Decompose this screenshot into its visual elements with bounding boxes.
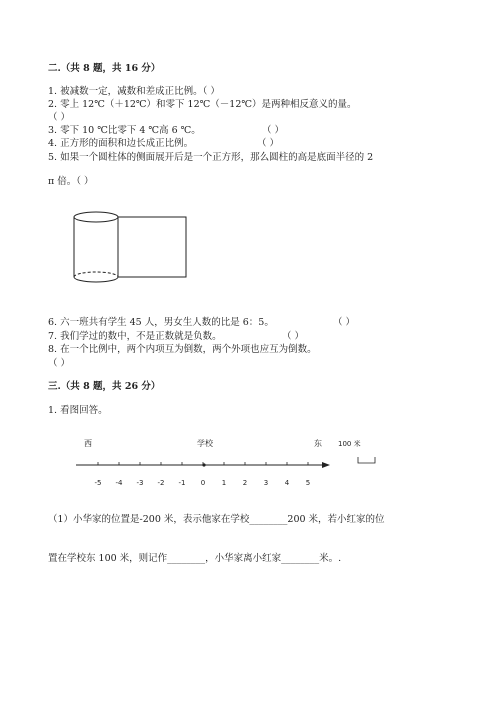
number-line-tick-label: -1 bbox=[178, 479, 186, 487]
cylinder-bottom-front bbox=[74, 277, 118, 282]
number-line-tick-label: -5 bbox=[94, 479, 102, 487]
number-line-tick-label: 0 bbox=[200, 479, 206, 487]
subquestion-1-line-1: （1）小华家的位置是-200 米，表示他家在学校________200 米，若小红家的位 bbox=[48, 514, 385, 525]
section-3-question-1: 1. 看图回答。 bbox=[48, 405, 108, 416]
west-label: 西 bbox=[84, 439, 92, 448]
question-2-line-2: （ ） bbox=[48, 112, 71, 123]
cylinder-unfold-figure bbox=[70, 205, 195, 295]
question-3: 3. 零下 10 ℃比零下 4 ℃高 6 ℃。 bbox=[48, 125, 201, 136]
number-line-tick-label: 2 bbox=[242, 479, 248, 487]
east-label: 东 bbox=[314, 439, 322, 448]
number-line-tick-label: 4 bbox=[284, 479, 290, 487]
lateral-surface-square bbox=[118, 217, 186, 277]
number-line-tick-label: 1 bbox=[221, 479, 227, 487]
number-line-arrow bbox=[322, 462, 330, 468]
question-1: 1. 被减数一定，减数和差成正比例。（ ） bbox=[48, 86, 220, 97]
question-7-paren: （ ） bbox=[282, 331, 305, 342]
section-2-heading: 二.（共 8 题，共 16 分） bbox=[48, 63, 161, 74]
section-3-heading: 三.（共 8 题，共 26 分） bbox=[48, 381, 161, 392]
question-5-line-2: π 倍。（ ） bbox=[48, 176, 94, 187]
cylinder-bottom-back-dashed bbox=[74, 272, 118, 277]
question-6: 6. 六一班共有学生 45 人，男女生人数的比是 6：5。 bbox=[48, 317, 274, 328]
number-line-tick-label: 5 bbox=[305, 479, 311, 487]
number-line-tick-label: 3 bbox=[263, 479, 269, 487]
scale-bar bbox=[358, 457, 375, 463]
cylinder-top-ellipse bbox=[74, 212, 118, 222]
question-8-line-2: （ ） bbox=[48, 358, 71, 369]
question-4-paren: （ ） bbox=[257, 138, 280, 149]
number-line-tick-label: -3 bbox=[136, 479, 144, 487]
question-8-line-1: 8. 在一个比例中，两个内项互为倒数，两个外项也应互为倒数。 bbox=[48, 344, 317, 355]
question-5-line-1: 5. 如果一个圆柱体的侧面展开后是一个正方形，那么圆柱的高是底面半径的 2 bbox=[48, 152, 374, 163]
question-7: 7. 我们学过的数中，不是正数就是负数。 bbox=[48, 331, 222, 342]
question-6-paren: （ ） bbox=[333, 317, 356, 328]
number-line-figure bbox=[70, 435, 390, 495]
subquestion-1-line-2: 置在学校东 100 米，则记作________，小华家离小红家________米。. bbox=[48, 553, 342, 564]
question-4: 4. 正方形的面积和边长成正比例。 bbox=[48, 138, 194, 149]
question-3-paren: （ ） bbox=[262, 125, 285, 136]
question-2-line-1: 2. 零上 12℃（＋12℃）和零下 12℃（－12℃）是两种相反意义的量。 bbox=[48, 99, 357, 110]
number-line-tick-label: -4 bbox=[115, 479, 123, 487]
number-line-tick-label: -2 bbox=[157, 479, 165, 487]
scale-label: 100 米 bbox=[338, 440, 361, 448]
school-label: 学校 bbox=[197, 439, 213, 448]
